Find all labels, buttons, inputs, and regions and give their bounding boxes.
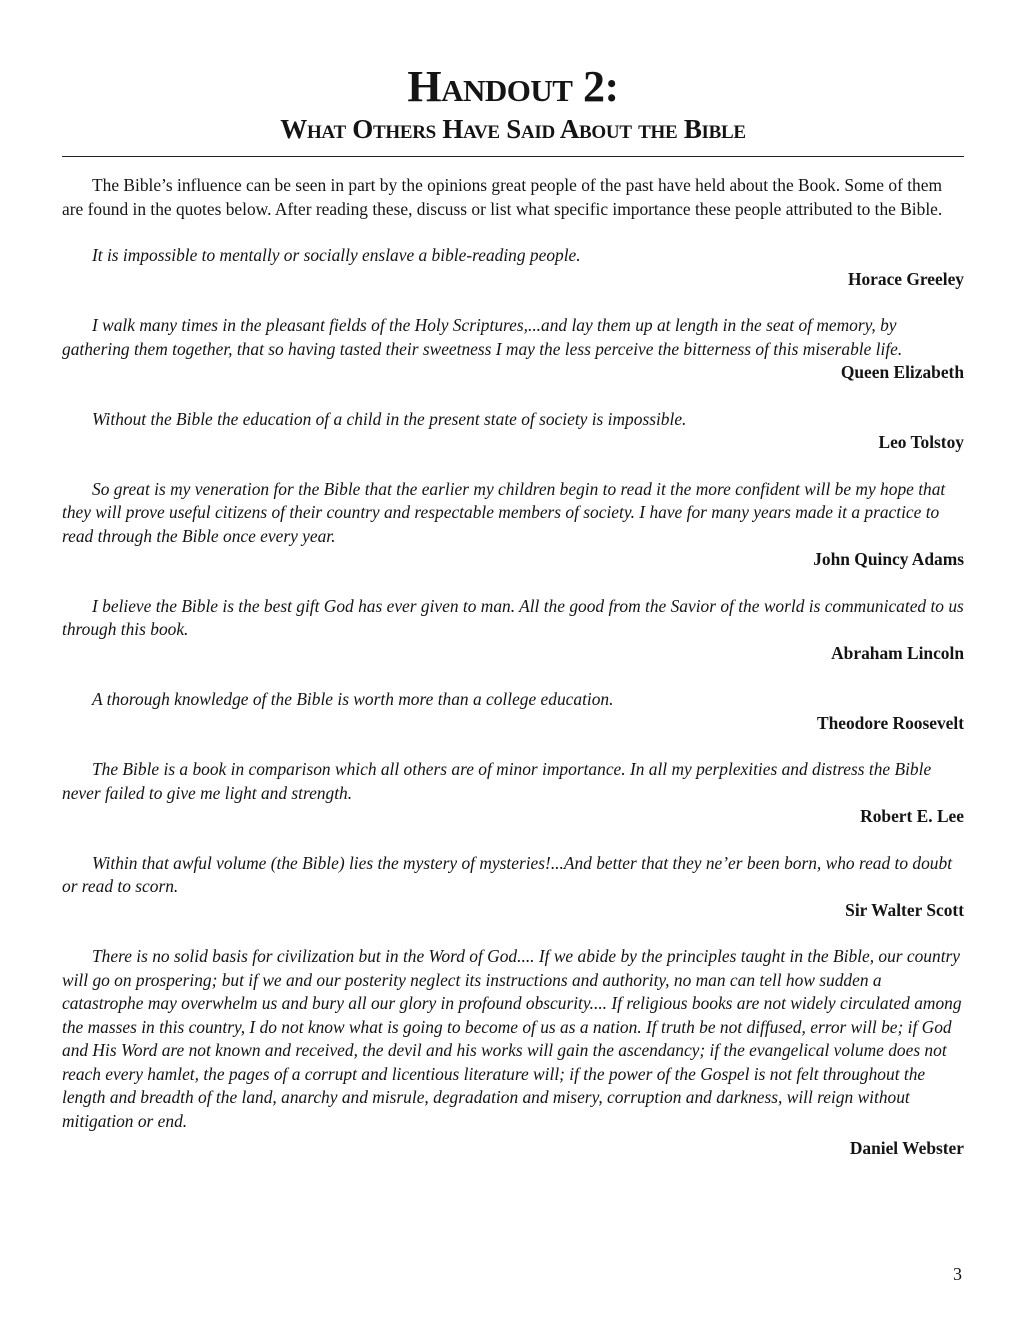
quote-text: So great is my veneration for the Bible that the earlier my children begin to read it the more confident will be my hope that they will prove useful citizens of their country and respectable members of society. I have for many years made it a practice to read through the Bible once every year.	[62, 478, 946, 546]
quote-block	[62, 758, 964, 829]
quote-block	[62, 945, 964, 1161]
handout-page	[62, 0, 964, 1325]
quote-block	[62, 852, 964, 923]
quote-author: John Quincy Adams	[813, 549, 964, 569]
quote-block	[62, 314, 964, 385]
page-subtitle: What Others Have Said About the Bible	[280, 114, 746, 144]
quote-author: Queen Elizabeth	[840, 362, 964, 382]
quote-text: I believe the Bible is the best gift God has ever given to man. All the good from the Savior of the world is communicated to us through this book.	[62, 595, 964, 639]
intro-paragraph: The Bible’s influence can be seen in part by the opinions great people of the past have held about the Book. Some of them are found in the quotes below. After reading these, discuss or list what specific importance these people attributed to the Bible.	[62, 175, 943, 219]
quote-text: I walk many times in the pleasant fields of the Holy Scriptures,...and lay them up at length in the seat of memory, by gathering them together, that so having tasted their sweetness I may the less perceive the bitterness of this miserable life.	[62, 315, 903, 359]
quote-author: Sir Walter Scott	[845, 899, 964, 920]
quote-text: A thorough knowledge of the Bible is worth more than a college education.	[92, 689, 614, 709]
quote-block	[62, 408, 964, 455]
quote-text: Without the Bible the education of a child in the present state of society is impossible.	[92, 408, 687, 429]
quote-text: Within that awful volume (the Bible) lies the mystery of mysteries!...And better that they ne’er been born, who read to doubt or read to scorn.	[62, 852, 953, 896]
quote-block	[62, 478, 964, 572]
quote-author: Daniel Webster	[849, 1138, 964, 1158]
quote-block	[62, 244, 964, 291]
page-title: Handout 2:	[407, 62, 619, 111]
quote-text: There is no solid basis for civilization but in the Word of God.... If we abide by the principles taught in the Bible, our country will go on prospering; but if we and our posterity neglect its instructions and authority, no man can tell how sudden a catastrophe may overwhelm us and bury all our glory in profound obscurity.... If religious books are not widely circulated among the masses in this country, I do not know what is going to become of us as a nation. If truth be not diffused, error will be; if God and His Word are not known and received, the devil and his works will gain the ascendancy; if the evangelical volume does not reach every hamlet, the pages of a corrupt and licentious literature will; if the power of the Gospel is not felt throughout the length and breadth of the land, anarchy and misrule, degradation and misery, corruption and darkness, will reign without mitigation or end.	[62, 946, 962, 1131]
quote-author: Robert E. Lee	[860, 806, 964, 826]
quote-author: Horace Greeley	[847, 268, 964, 289]
title-divider	[62, 156, 964, 157]
page-number: 3	[953, 1264, 962, 1284]
quote-author: Leo Tolstoy	[878, 432, 964, 452]
quote-block	[62, 688, 964, 735]
quote-author: Abraham Lincoln	[831, 642, 964, 663]
quote-block	[62, 595, 964, 666]
quote-author: Theodore Roosevelt	[817, 712, 964, 733]
quote-text: The Bible is a book in comparison which all others are of minor importance. In all my perplexities and distress the Bible never failed to give me light and strength.	[62, 759, 932, 803]
quote-text: It is impossible to mentally or socially enslave a bible-reading people.	[92, 245, 581, 265]
